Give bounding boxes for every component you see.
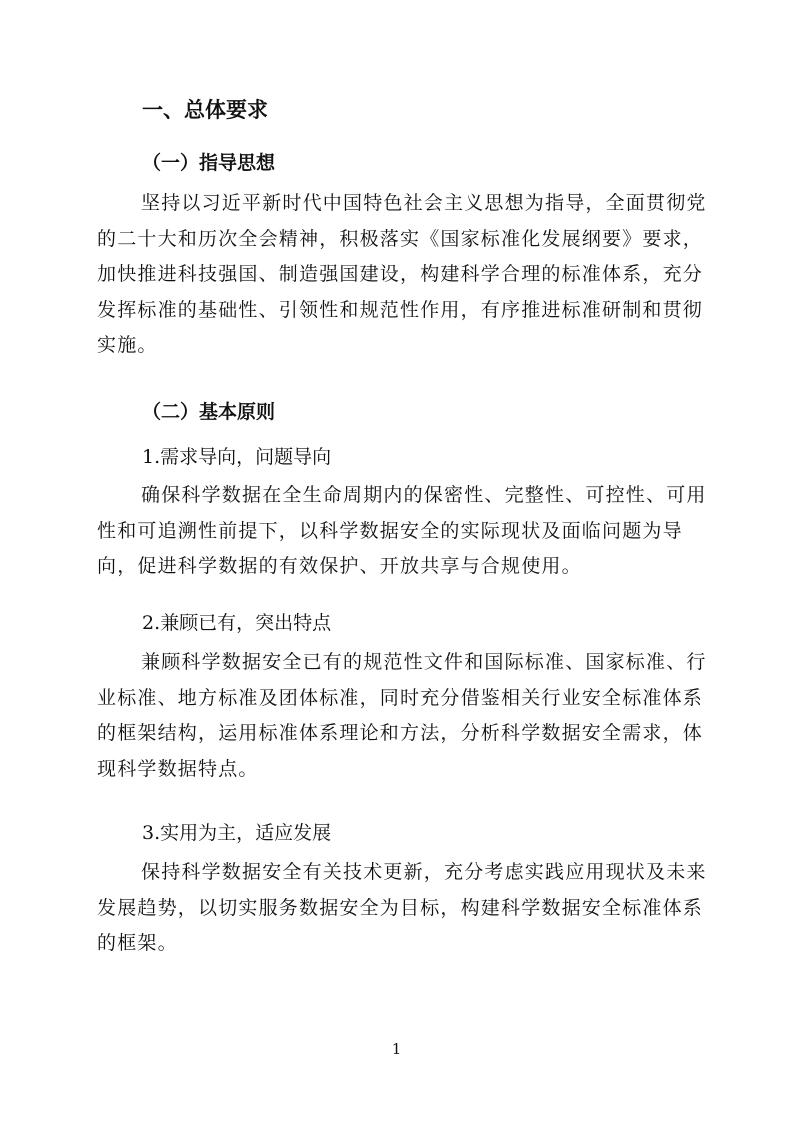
principle-title: 1.需求导向，问题导向: [142, 446, 332, 468]
principle-paragraph: 保持科学数据安全有关技术更新，充分考虑实践应用现状及未来发展趋势，以切实服务数据安全为目标，构建科学数据安全标准体系的框架。: [97, 861, 707, 954]
section-paragraph: 坚持以习近平新时代中国特色社会主义思想为指导，全面贯彻党的二十大和历次全会精神，积极落实《国家标准化发展纲要》要求，加快推进科技强国、制造强国建设，构建科学合理的标准体系，充分发挥标准的基础性、引领性和规范性作用，有序推进标准研制和贯彻实施。: [97, 192, 707, 356]
principle-title: 3.实用为主，适应发展: [142, 822, 332, 844]
page-heading: 一、总体要求: [142, 98, 268, 122]
page-number: 1: [391, 1040, 402, 1058]
section-title-guiding-ideology: （一）指导思想: [142, 152, 276, 174]
principle-paragraph: 确保科学数据在全生命周期内的保密性、完整性、可控性、可用性和可追溯性前提下，以科学数据安全的实际现状及面临问题为导向，促进科学数据的有效保护、开放共享与合规使用。: [97, 484, 707, 577]
principle-paragraph: 兼顾科学数据安全已有的规范性文件和国际标准、国家标准、行业标准、地方标准及团体标准，同时充分借鉴相关行业安全标准体系的框架结构，运用标准体系理论和方法，分析科学数据安全需求，体现科学数据特点。: [97, 651, 707, 780]
section-title-basic-principles: （二）基本原则: [142, 401, 276, 423]
principle-title: 2.兼顾已有，突出特点: [142, 612, 332, 634]
